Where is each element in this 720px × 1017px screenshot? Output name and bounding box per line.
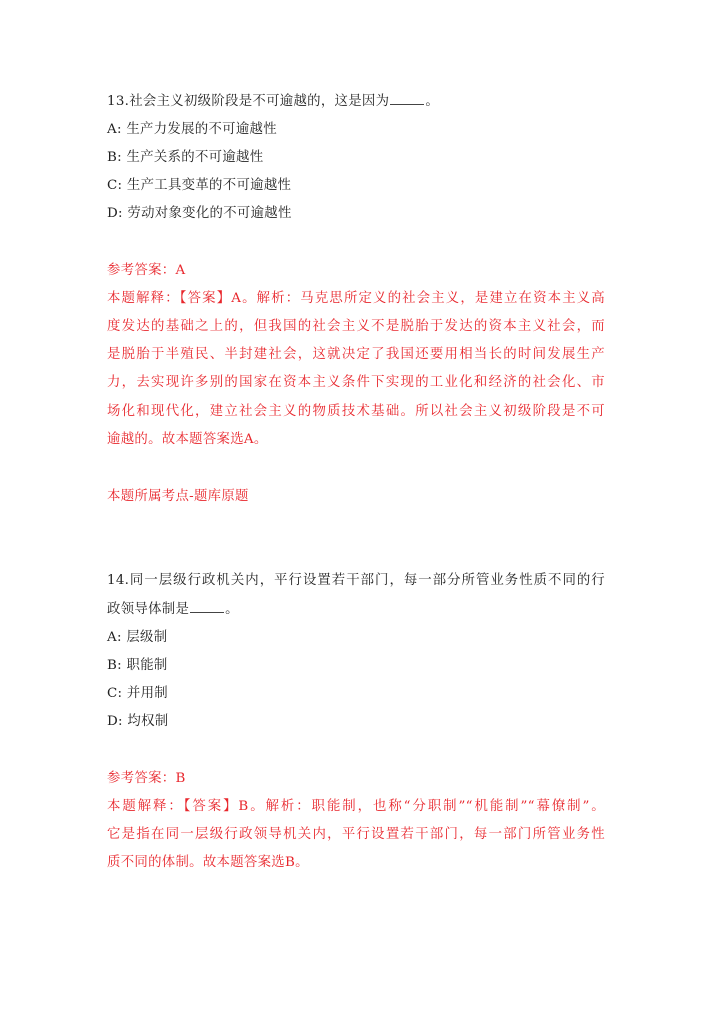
q13-option-a: A: 生产力发展的不可逾越性 — [107, 122, 277, 137]
q14-option-a: A: 层级制 — [107, 630, 168, 645]
q14-stem-end: 。 — [225, 602, 239, 617]
q14-answer: 参考答案：B — [107, 771, 186, 786]
q13-explanation-line-2: 度发达的基础之上的，但我国的社会主义不是脱胎于发达的资本主义社会，而 — [107, 319, 605, 334]
q14-explanation-line-3: 质不同的体制。故本题答案选B。 — [107, 855, 309, 870]
q14-stem-line-1: 14.同一层级行政机关内，平行设置若干部门，每一部分所管业务性质不同的行 — [107, 573, 605, 588]
q13-answer: 参考答案：A — [107, 263, 186, 278]
q13-explanation-line-1: 本题解释：【答案】A。解析：马克思所定义的社会主义，是建立在资本主义高 — [107, 291, 605, 306]
q13-explanation-line-6: 逾越的。故本题答案选A。 — [107, 432, 268, 447]
q14-stem-text: 政领导体制是 — [107, 602, 190, 617]
q13-topic: 本题所属考点-题库原题 — [107, 489, 249, 504]
q14-stem-line-2 — [107, 601, 239, 618]
q14-option-c: C: 并用制 — [107, 686, 168, 701]
q13-explanation-line-4: 力，去实现许多别的国家在资本主义条件下实现的工业化和经济的社会化、市 — [107, 375, 605, 390]
q14-explanation-line-1: 本题解释：【答案】B。解析：职能制，也称“分职制”“机能制”“幕僚制”。 — [107, 799, 605, 814]
q13-stem-text: 13.社会主义初级阶段是不可逾越的，这是因为 — [107, 94, 390, 109]
q13-option-d: D: 劳动对象变化的不可逾越性 — [107, 206, 292, 221]
q13-option-b: B: 生产关系的不可逾越性 — [107, 150, 264, 165]
q13-explanation-line-5: 场化和现代化，建立社会主义的物质技术基础。所以社会主义初级阶段是不可 — [107, 404, 605, 419]
q13-option-c: C: 生产工具变革的不可逾越性 — [107, 178, 292, 193]
q13-stem — [107, 93, 439, 110]
q13-stem-end: 。 — [425, 94, 440, 109]
q14-answer-blank — [190, 601, 224, 613]
q13-explanation-line-3: 是脱胎于半殖民、半封建社会，这就决定了我国还要用相当长的时间发展生产 — [107, 347, 605, 362]
q14-option-b: B: 职能制 — [107, 658, 168, 673]
q13-answer-blank — [390, 93, 424, 105]
q14-option-d: D: 均权制 — [107, 714, 169, 729]
q14-explanation-line-2: 它是指在同一层级行政领导机关内，平行设置若干部门，每一部门所管业务性 — [107, 827, 605, 842]
